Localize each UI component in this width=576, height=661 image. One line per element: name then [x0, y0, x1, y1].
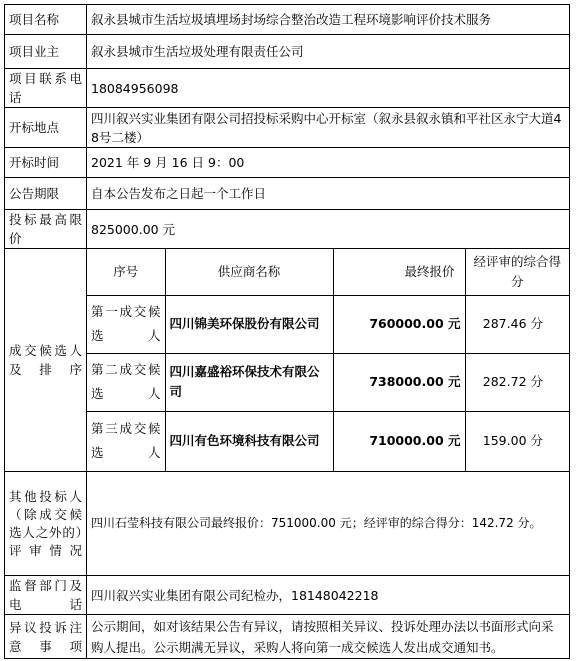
- header-score: 经评审的综合得分: [465, 249, 569, 295]
- candidate-row: [87, 353, 569, 411]
- value-max-price: 825000.00 元: [87, 210, 570, 249]
- header-rank: 序号: [87, 249, 165, 295]
- candidate-rank: 第二成交候选人: [87, 353, 165, 411]
- value-period: 自本公告发布之日起一个工作日: [87, 178, 570, 210]
- candidate-price: 710000.00 元: [333, 411, 465, 471]
- candidate-supplier: 四川嘉盛裕环保技术有限公司: [165, 353, 333, 411]
- value-objection: 公示期间，如对该结果公告有异议，请按照相关异议、投诉处理办法以书面形式向采购人提出。公示期满无异议，采购人将向第一成交候选人发出成交通知书。: [87, 615, 570, 659]
- candidate-score: 282.72 分: [465, 353, 569, 411]
- row-max-price: [5, 210, 570, 249]
- candidate-supplier: 四川锦美环保股份有限公司: [165, 295, 333, 353]
- row-contact: [5, 69, 570, 108]
- label-period: 公告期限: [5, 178, 87, 210]
- candidate-rank: 第三成交候选人: [87, 411, 165, 471]
- row-objection: [5, 615, 570, 659]
- label-location: 开标地点: [5, 108, 87, 148]
- value-project-name: 叙永县城市生活垃圾填埋场封场综合整治改造工程环境影响评价技术服务: [87, 5, 570, 35]
- label-contact: 项目联系电话: [5, 69, 87, 108]
- row-project-name: [5, 5, 570, 35]
- value-location: 四川叙兴实业集团有限公司招投标采购中心开标室（叙永县叙永镇和平社区永宁大道48号二楼）: [87, 108, 570, 148]
- row-supervisor: [5, 576, 570, 615]
- value-owner: 叙永县城市生活垃圾处理有限责任公司: [87, 35, 570, 69]
- candidate-price: 738000.00 元: [333, 353, 465, 411]
- candidate-score: 287.46 分: [465, 295, 569, 353]
- label-supervisor: 监督部门及电话: [5, 576, 87, 615]
- label-time: 开标时间: [5, 148, 87, 178]
- candidate-row: [87, 295, 569, 353]
- row-others: [5, 472, 570, 576]
- row-ranking: [5, 249, 570, 472]
- value-others: 四川石莹科技有限公司最终报价：751000.00 元；经评审的综合得分：142.72 分。: [87, 472, 570, 576]
- candidate-supplier: 四川有色环境科技有限公司: [165, 411, 333, 471]
- candidate-price: 760000.00 元: [333, 295, 465, 353]
- candidate-table: [87, 249, 569, 471]
- label-owner: 项目业主: [5, 35, 87, 69]
- label-ranking: 成交候选人及排序: [5, 249, 87, 472]
- row-time: [5, 148, 570, 178]
- row-location: [5, 108, 570, 148]
- row-period: [5, 178, 570, 210]
- candidate-rank: 第一成交候选人: [87, 295, 165, 353]
- value-time: 2021 年 9 月 16 日 9：00: [87, 148, 570, 178]
- candidate-row: [87, 411, 569, 471]
- header-price: 最终报价: [333, 249, 465, 295]
- value-supervisor: 四川叙兴实业集团有限公司纪检办，18148042218: [87, 576, 570, 615]
- label-project-name: 项目名称: [5, 5, 87, 35]
- candidate-cell: [87, 249, 570, 472]
- label-max-price: 投标最高限价: [5, 210, 87, 249]
- value-contact: 18084956098: [87, 69, 570, 108]
- candidate-score: 159.00 分: [465, 411, 569, 471]
- row-owner: [5, 35, 570, 69]
- label-others: 其他投标人（除成交候选人之外的）评审情况: [5, 472, 87, 576]
- label-objection: 异议投诉注意事项: [5, 615, 87, 659]
- bid-result-table: [4, 4, 570, 659]
- header-supplier: 供应商名称: [165, 249, 333, 295]
- candidate-header-row: [87, 249, 569, 295]
